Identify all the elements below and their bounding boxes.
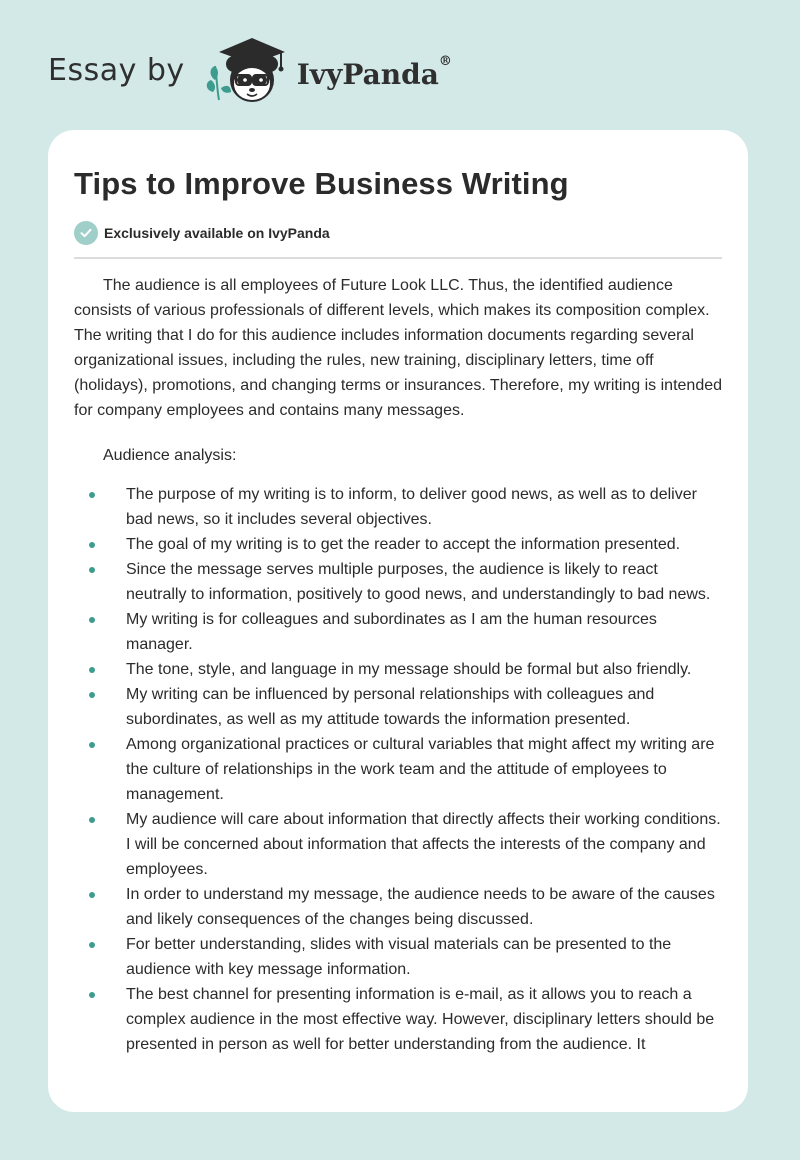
check-circle-icon — [74, 221, 98, 245]
list-item: My audience will care about information that directly affects their working conditions. I will be concerned about information that affects the interests of the company and employees. — [74, 807, 722, 882]
list-item: The tone, style, and language in my message should be formal but also friendly. — [74, 657, 722, 682]
site-header — [48, 36, 452, 108]
brand-text: IvyPanda — [296, 57, 439, 91]
list-item: In order to understand my message, the audience needs to be aware of the causes and likely consequences of the changes being discussed. — [74, 882, 722, 932]
panda-graduate-icon — [201, 36, 291, 108]
registered-mark: ® — [438, 53, 452, 69]
list-item: The purpose of my writing is to inform, to deliver good news, as well as to deliver bad news, so it includes several objectives. — [74, 482, 722, 532]
essay-body — [74, 273, 722, 1057]
exclusive-badge-text: Exclusively available on IvyPanda — [104, 225, 330, 241]
list-item: For better understanding, slides with visual materials can be presented to the audience with key message information. — [74, 932, 722, 982]
list-item: Among organizational practices or cultural variables that might affect my writing are the culture of relationships in the work team and the attitude of employees to management. — [74, 732, 722, 807]
title-divider — [74, 257, 722, 259]
exclusive-badge — [74, 220, 722, 246]
essay-card — [48, 130, 748, 1112]
audience-analysis-list — [74, 482, 722, 1057]
list-item: Since the message serves multiple purposes, the audience is likely to react neutrally to information, positively to good news, and understandingly to bad news. — [74, 557, 722, 607]
brand-name — [296, 53, 452, 91]
list-item: The best channel for presenting information is e-mail, as it allows you to reach a complex audience in the most effective way. However, disciplinary letters should be presented in person as well for better understanding from the audience. It — [74, 982, 722, 1057]
list-item: My writing can be influenced by personal relationships with colleagues and subordinates, as well as my attitude towards the information presented. — [74, 682, 722, 732]
paragraph: The audience is all employees of Future Look LLC. Thus, the identified audience consists of various professionals of different levels, which makes its composition complex. The writing that I do for this audience includes information documents regarding several organizational issues, including the rules, new training, disciplinary letters, time off (holidays), promotions, and changing terms or insurances. Therefore, my writing is intended for company employees and contains many messages. — [74, 277, 723, 419]
essay-title: Tips to Improve Business Writing — [74, 166, 569, 201]
list-item: My writing is for colleagues and subordinates as I am the human resources manager. — [74, 607, 722, 657]
essay-by-label: Essay by — [48, 52, 185, 88]
paragraph: Audience analysis: — [103, 447, 237, 464]
list-item: The goal of my writing is to get the reader to accept the information presented. — [74, 532, 722, 557]
